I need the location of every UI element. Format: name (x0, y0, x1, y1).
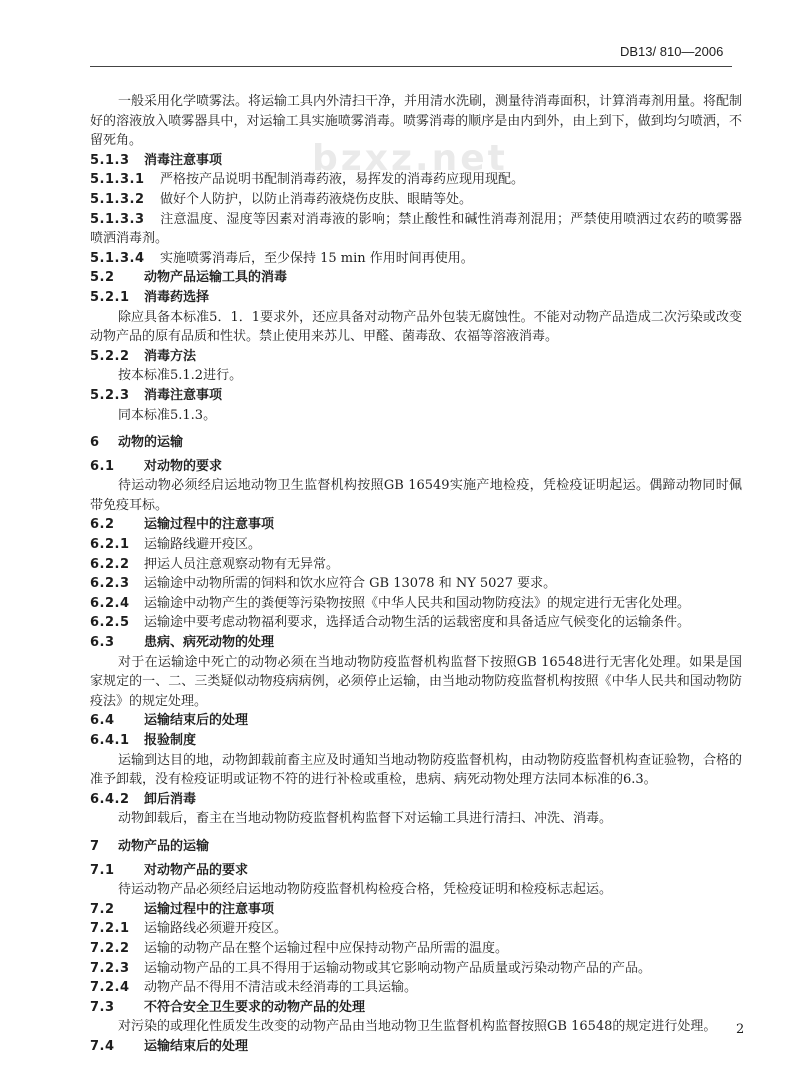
paragraph: 一般采用化学喷雾法。将运输工具内外清扫干净，并用清水洗刷，测量待消毒面积，计算消毒剂用量。将配制好的溶液放入喷雾器具中，对运输工具实施喷雾消毒。喷雾消毒的顺序是由内到外，由上到下，做到均匀喷洒，不留死角。 (90, 94, 743, 149)
clause-text: 实施喷雾消毒后，至少保持 15 min 作用时间再使用。 (160, 250, 474, 266)
clause-number: 7.2.1 (90, 921, 130, 937)
section-title: 对动物的要求 (144, 458, 223, 474)
chapter-number: 7 (90, 838, 100, 854)
section-number: 5.2.3 (90, 387, 130, 403)
clause-text: 运输路线避开疫区。 (144, 537, 262, 553)
section-number: 5.2 (90, 270, 115, 286)
clause-number: 6.2.5 (90, 615, 130, 631)
clause (90, 978, 742, 998)
section-title: 卸后消毒 (144, 791, 197, 807)
section-title: 运输过程中的注意事项 (144, 901, 275, 917)
section-title: 消毒药选择 (144, 289, 210, 305)
section-title: 消毒注意事项 (144, 152, 223, 168)
section-number: 7.4 (90, 1038, 115, 1054)
clause-text: 运输途中要考虑动物福利要求，选择适合动物生活的运载密度和具备适应气候变化的运输条件。 (144, 615, 691, 631)
clause-number: 7.2.3 (90, 960, 130, 976)
clause (90, 939, 742, 959)
paragraph: 除应具备本标准5．1．1要求外，还应具备对动物产品外包装无腐蚀性。不能对动物产品造成二次污染或改变动物产品的原有品质和性状。禁止使用来苏儿、甲醛、菌毒敌、农福等溶液消毒。 (90, 309, 742, 345)
clause (90, 574, 742, 594)
clause-text: 运输的动物产品在整个运输过程中应保持动物产品所需的温度。 (144, 940, 509, 956)
section-heading (90, 347, 742, 367)
chapter-title: 动物的运输 (118, 435, 184, 451)
clause (90, 959, 742, 979)
paragraph: 对污染的或理化性质发生改变的动物产品由当地动物卫生监督机构监督按照GB 16548的规定进行处理。 (118, 1019, 717, 1035)
section-number: 6.4 (90, 713, 115, 729)
section-heading (90, 1037, 742, 1057)
clause-number: 5.1.3.3 (90, 211, 145, 227)
section-title: 报验制度 (144, 733, 197, 748)
chapter-title: 动物产品的运输 (118, 838, 210, 854)
clause (90, 535, 742, 555)
section-title: 消毒方法 (144, 348, 197, 364)
clause (90, 210, 742, 249)
clause-text: 做好个人防护，以防止消毒药液烧伤皮肤、眼睛等处。 (160, 191, 473, 207)
section-title: 不符合安全卫生要求的动物产品的处理 (144, 999, 366, 1015)
section-heading (90, 861, 742, 881)
page-number: 2 (736, 1022, 745, 1037)
section-heading (90, 998, 742, 1018)
clause-text: 运输途中动物所需的饲料和饮水应符合 GB 13078 和 NY 5027 要求。 (144, 576, 557, 592)
document-body (90, 92, 745, 1057)
paragraph: 按本标准5.1.2进行。 (118, 368, 243, 384)
section-heading (90, 268, 742, 288)
section-heading (90, 515, 742, 535)
clause-number: 5.1.3.1 (90, 172, 145, 188)
section-number: 7.2 (90, 901, 115, 917)
section-title: 动物产品运输工具的消毒 (144, 270, 288, 286)
section-title: 运输结束后的处理 (144, 713, 249, 729)
section-title: 运输结束后的处理 (144, 1038, 249, 1054)
section-number: 5.2.2 (90, 348, 130, 364)
section-heading (90, 731, 742, 751)
section-number: 6.2 (90, 517, 115, 533)
section-title: 对动物产品的要求 (144, 862, 249, 878)
watermark: bzxz.net (312, 138, 508, 179)
section-number: 5.1.3 (90, 152, 130, 168)
section-heading (90, 457, 742, 477)
paragraph: 运输到达目的地，动物卸载前畜主应及时通知当地动物防疫监督机构，由动物防疫监督机构查证验物，合格的准予卸载，没有检疫证明或证物不符的进行补检或重检，患病、病死动物处理方法同本标准的6.3。 (90, 752, 743, 788)
section-title: 运输过程中的注意事项 (144, 517, 275, 533)
clause-number: 5.1.3.4 (90, 250, 145, 266)
clause-number: 6.2.1 (90, 537, 130, 553)
section-number: 5.2.1 (90, 289, 130, 305)
clause-text: 运输路线必须避开疫区。 (144, 921, 288, 937)
section-title: 患病、病死动物的处理 (144, 635, 275, 651)
section-number: 7.1 (90, 862, 115, 878)
section-heading (90, 386, 742, 406)
paragraph: 动物卸载后，畜主在当地动物防疫监督机构监督下对运输工具进行清扫、冲洗、消毒。 (118, 811, 613, 827)
clause-number: 5.1.3.2 (90, 191, 145, 207)
clause-text: 运输动物产品的工具不得用于运输动物或其它影响动物产品质量或污染动物产品的产品。 (144, 960, 652, 976)
clause (90, 555, 742, 575)
paragraph: 同本标准5.1.3。 (118, 407, 217, 423)
clause-number: 6.2.4 (90, 595, 130, 611)
paragraph: 待运动物产品必须经启运地动物防疫监督机构检疫合格，凭检疫证明和检疫标志起运。 (118, 882, 613, 898)
section-number: 6.1 (90, 458, 115, 474)
clause (90, 613, 742, 633)
clause (90, 190, 742, 210)
clause-number: 7.2.4 (90, 980, 130, 996)
section-heading (90, 151, 742, 171)
chapter-number: 6 (90, 435, 100, 451)
section-number: 6.3 (90, 635, 115, 651)
clause (90, 170, 742, 190)
document-code: DB13/ 810—2006 (620, 44, 724, 59)
clause (90, 919, 742, 939)
chapter-heading (90, 837, 742, 857)
clause-number: 6.2.3 (90, 576, 130, 592)
section-number: 7.3 (90, 999, 115, 1015)
paragraph: 对于在运输途中死亡的动物必须在当地动物防疫监督机构监督下按照GB 16548进行无害化处理。如果是国家规定的一、二、三类疑似动物疫病病例，必须停止运输，由当地动物防疫监督机构按照《中华人民共和国动物防疫法》的规定处理。 (90, 654, 742, 709)
chapter-heading (90, 433, 742, 453)
clause-number: 7.2.2 (90, 940, 130, 956)
section-heading (90, 288, 742, 308)
clause-text: 押运人员注意观察动物有无异常。 (144, 556, 340, 572)
section-heading (90, 633, 742, 653)
clause (90, 249, 742, 269)
clause-number: 6.2.2 (90, 556, 130, 572)
paragraph: 待运动物必须经启运地动物卫生监督机构按照GB 16549实施产地检疫，凭检疫证明起运。偶蹄动物同时佩带免疫耳标。 (90, 478, 742, 513)
section-title: 消毒注意事项 (144, 387, 223, 403)
section-heading (90, 900, 742, 920)
section-number: 6.4.1 (90, 733, 130, 748)
clause-text: 严格按产品说明书配制消毒药液，易挥发的消毒药应现用现配。 (160, 172, 525, 188)
section-heading (90, 711, 742, 731)
header-rule (90, 66, 732, 67)
section-heading (90, 790, 742, 810)
clause-text: 运输途中动物产生的粪便等污染物按照《中华人民共和国动物防疫法》的规定进行无害化处理。 (144, 595, 691, 611)
clause-text: 注意温度、湿度等因素对消毒液的影响；禁止酸性和碱性消毒剂混用；严禁使用喷洒过农药的喷雾器喷洒消毒剂。 (90, 211, 742, 247)
clause (90, 594, 742, 614)
clause-text: 动物产品不得用不清洁或未经消毒的工具运输。 (144, 980, 418, 996)
section-number: 6.4.2 (90, 791, 130, 807)
